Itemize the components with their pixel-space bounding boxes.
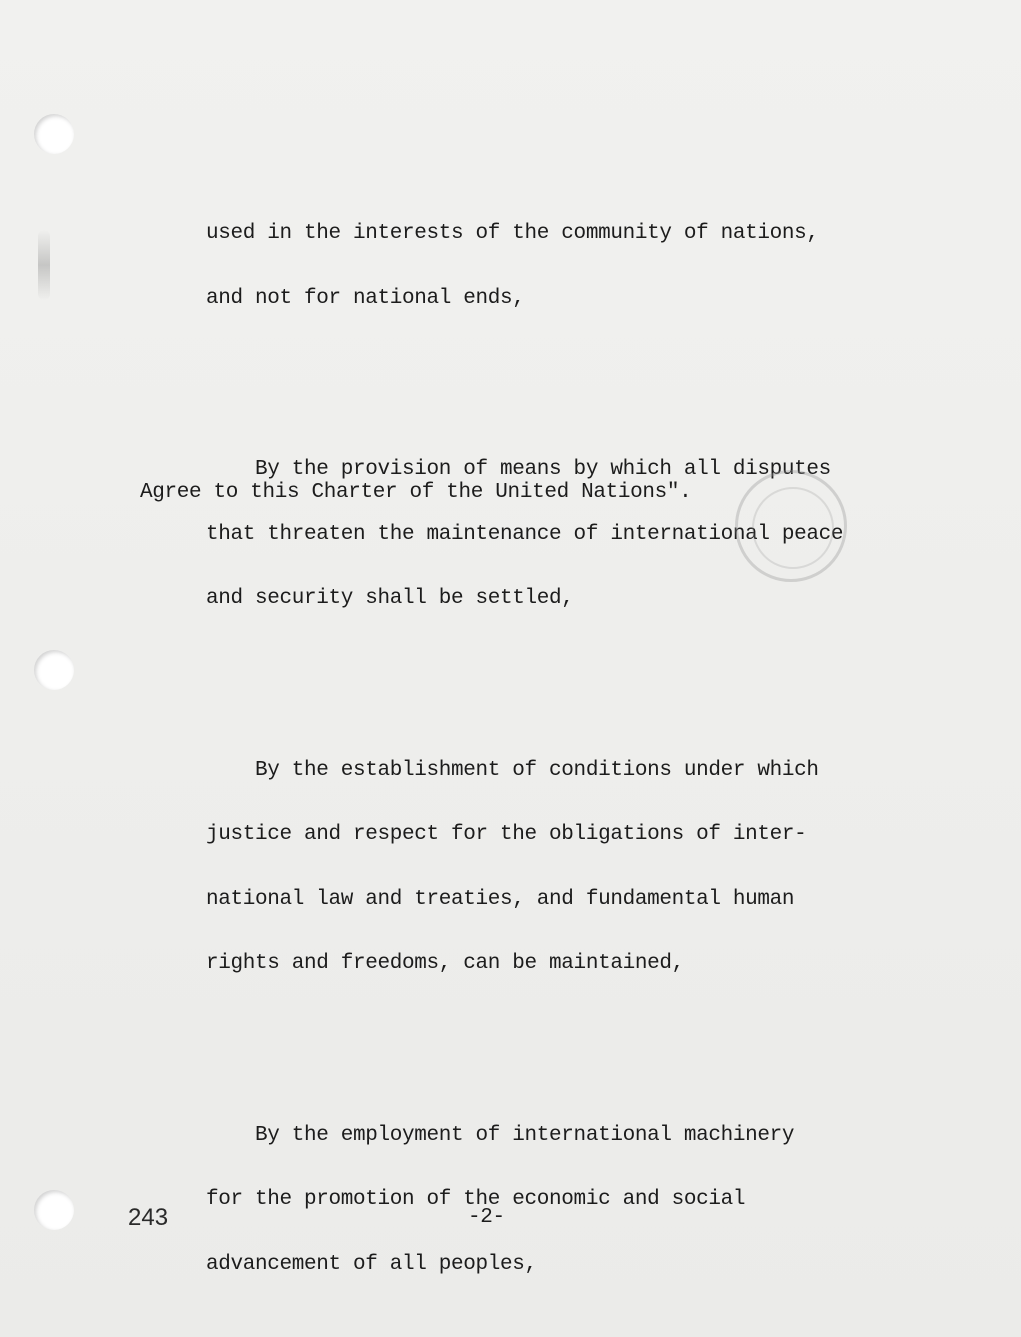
document-number: 243 xyxy=(128,1204,169,1231)
paragraph-justice xyxy=(206,717,906,1018)
text-line: By the employment of international machinery xyxy=(206,1123,795,1147)
punch-hole xyxy=(34,114,74,154)
closing-statement: Agree to this Charter of the United Nations". xyxy=(140,481,692,504)
paragraph-community-of-nations xyxy=(206,180,906,352)
text-line: By the establishment of conditions under which xyxy=(206,758,819,782)
paper-damage-mark xyxy=(38,230,50,300)
text-line: justice and respect for the obligations of inter- xyxy=(206,823,807,846)
text-line: and security shall be settled, xyxy=(206,587,574,610)
text-line: national law and treaties, and fundamental human xyxy=(206,887,795,911)
text-line: that threaten the maintenance of international peace xyxy=(206,522,844,546)
punch-hole xyxy=(34,650,74,690)
paragraph-advancement xyxy=(206,1082,906,1319)
page-number: -2- xyxy=(468,1206,505,1229)
text-line: advancement of all peoples, xyxy=(206,1252,537,1276)
text-line: and not for national ends, xyxy=(206,286,525,310)
document-body xyxy=(206,137,906,1337)
library-stamp-icon xyxy=(735,470,847,582)
punch-hole xyxy=(34,1190,74,1230)
text-line: for the promotion of the economic and social xyxy=(206,1188,746,1211)
text-line: By the provision of means by which all disputes xyxy=(206,458,831,481)
text-line: rights and freedoms, can be maintained, xyxy=(206,952,684,975)
text-line: used in the interests of the community of nations, xyxy=(206,222,819,245)
